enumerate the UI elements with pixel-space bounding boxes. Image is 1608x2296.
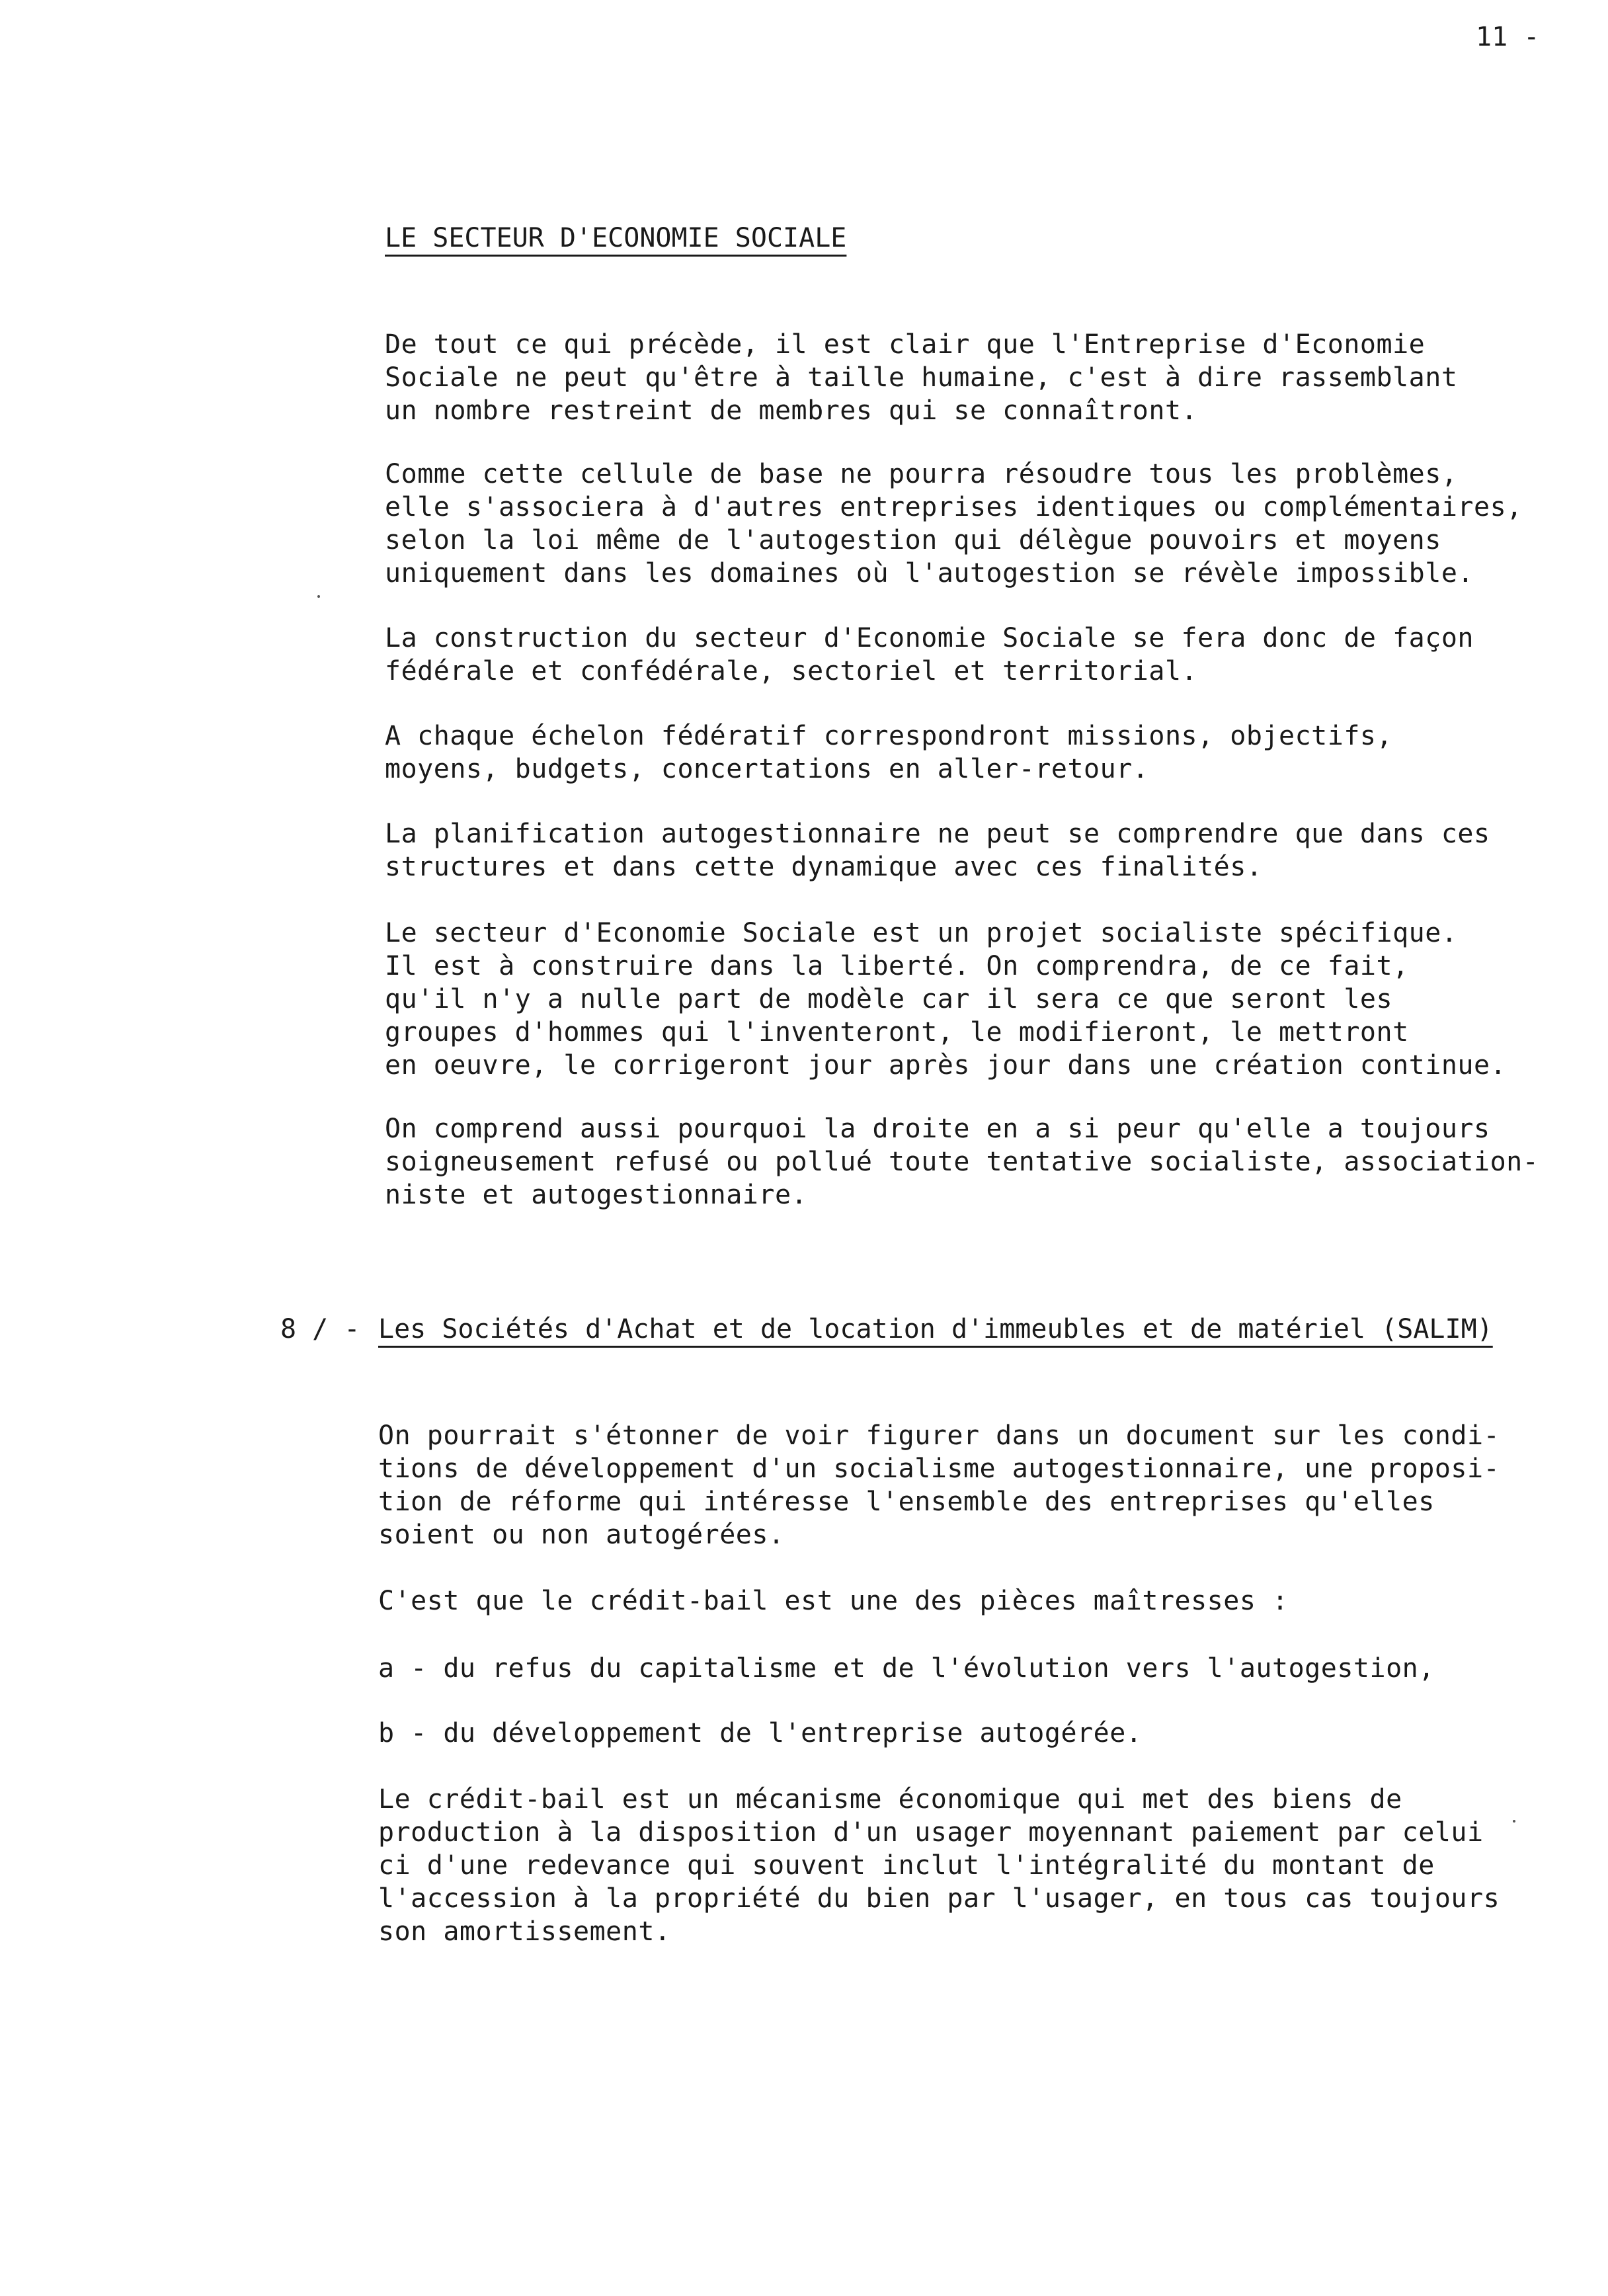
text-line: Sociale ne peut qu'être à taille humaine, c'est à dire rassemblant (385, 362, 1458, 393)
text-line: qu'il n'y a nulle part de modèle car il sera ce que seront les (385, 984, 1393, 1014)
scan-speck (317, 595, 320, 598)
section-title: LE SECTEUR D'ECONOMIE SOCIALE (385, 223, 847, 253)
paragraph-3 (385, 622, 1474, 688)
text-line: soient ou non autogérées. (378, 1520, 785, 1550)
text-line: groupes d'hommes qui l'inventeront, le modifieront, le mettront (385, 1017, 1409, 1047)
text-line: C'est que le crédit-bail est une des pièces maîtresses : (378, 1586, 1289, 1616)
text-line: structures et dans cette dynamique avec ces finalités. (385, 852, 1263, 882)
text-line: ci d'une redevance qui souvent inclut l'intégralité du montant de (378, 1850, 1435, 1881)
paragraph-8 (378, 1419, 1500, 1551)
text-line: elle s'associera à d'autres entreprises identiques ou complémentaires, (385, 492, 1523, 522)
text-line: De tout ce qui précède, il est clair que l'Entreprise d'Economie (385, 329, 1426, 360)
text-line: soigneusement refusé ou pollué toute tentative socialiste, association- (385, 1147, 1539, 1177)
text-line: Le secteur d'Economie Sociale est un projet socialiste spécifique. (385, 918, 1458, 948)
text-line: son amortissement. (378, 1916, 671, 1947)
text-line: tion de réforme qui intéresse l'ensemble des entreprises qu'elles (378, 1487, 1435, 1517)
paragraph-10 (378, 1783, 1500, 1948)
text-line: Le crédit-bail est un mécanisme économique qui met des biens de (378, 1784, 1402, 1815)
page-number: 11 - (1476, 22, 1540, 52)
section-8-title: Les Sociétés d'Achat et de location d'immeubles et de matériel (SALIM) (378, 1314, 1493, 1344)
paragraph-6 (385, 917, 1506, 1082)
text-line: un nombre restreint de membres qui se connaîtront. (385, 395, 1198, 426)
text-line: La planification autogestionnaire ne peut se comprendre que dans ces (385, 819, 1490, 849)
paragraph-4 (385, 719, 1392, 786)
paragraph-1 (385, 328, 1457, 427)
section-number: 8 / - (280, 1314, 360, 1344)
paragraph-5 (385, 817, 1490, 883)
text-line: tions de développement d'un socialisme autogestionnaire, une proposi- (378, 1454, 1500, 1484)
text-line: Comme cette cellule de base ne pourra résoudre tous les problèmes, (385, 459, 1458, 489)
text-line: b - du développement de l'entreprise autogérée. (378, 1718, 1143, 1748)
text-line: La construction du secteur d'Economie Sociale se fera donc de façon (385, 623, 1474, 653)
scan-speck (1513, 1820, 1515, 1823)
text-line: fédérale et confédérale, sectoriel et territorial. (385, 656, 1198, 686)
paragraph-9 (378, 1584, 1289, 1618)
text-line: en oeuvre, le corrigeront jour après jour dans une création continue. (385, 1050, 1507, 1081)
text-line: moyens, budgets, concertations en aller-retour. (385, 754, 1149, 784)
text-line: a - du refus du capitalisme et de l'évolution vers l'autogestion, (378, 1653, 1435, 1684)
text-line: l'accession à la propriété du bien par l'usager, en tous cas toujours (378, 1883, 1500, 1914)
list-item-b (378, 1717, 1142, 1750)
text-line: On comprend aussi pourquoi la droite en a si peur qu'elle a toujours (385, 1114, 1490, 1144)
text-line: production à la disposition d'un usager moyennant paiement par celui (378, 1817, 1484, 1848)
text-line: On pourrait s'étonner de voir figurer dans un document sur les condi- (378, 1420, 1500, 1451)
text-line: Il est à construire dans la liberté. On comprendra, de ce fait, (385, 951, 1409, 981)
text-line: selon la loi même de l'autogestion qui délègue pouvoirs et moyens (385, 525, 1441, 555)
list-item-a (378, 1652, 1435, 1685)
text-line: A chaque échelon fédératif correspondront missions, objectifs, (385, 721, 1393, 751)
paragraph-2 (385, 458, 1523, 590)
text-line: uniquement dans les domaines où l'autogestion se révèle impossible. (385, 558, 1474, 589)
paragraph-7 (385, 1112, 1539, 1211)
text-line: niste et autogestionnaire. (385, 1180, 808, 1210)
